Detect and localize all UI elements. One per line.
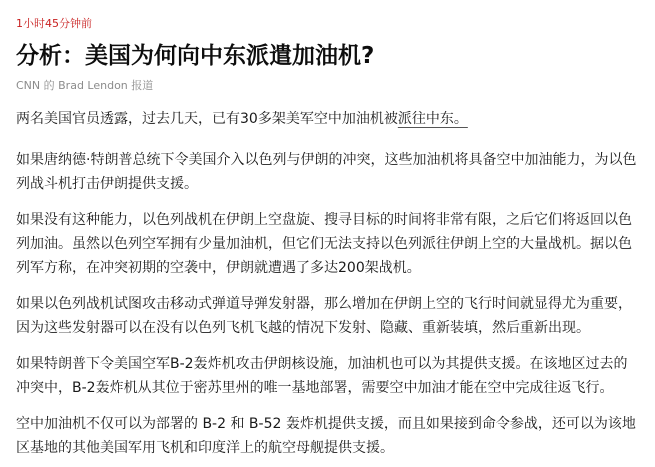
article-timestamp: 1小时45分钟前 [16,17,92,30]
article-paragraph-1 [16,107,638,131]
paragraph-1-text: 两名美国官员透露，过去几天，已有30多架美军空中加油机被 [16,111,398,127]
article-byline: CNN 的 Brad Lendon 报道 [16,79,154,92]
article-paragraph-5: 如果特朗普下令美国空军B-2轰炸机攻击伊朗核设施，加油机也可以为其提供支援。在该地区过去的冲突中，B-2轰炸机从其位于密苏里州的唯一基地部署，需要空中加油才能在空中完成往返飞行。 [16,356,628,396]
article-paragraph-6: 空中加油机不仅可以为部署的 B-2 和 B-52 轰炸机提供支援，而且如果接到命令参战，还可以为该地区基地的其他美国军用飞机和印度洋上的航空母舰提供支援。 [16,416,636,456]
article-paragraph-4: 如果以色列战机试图攻击移动式弹道导弹发射器，那么增加在伊朗上空的飞行时间就显得尤为重要，因为这些发射器可以在没有以色列飞机飞越的情况下发射、隐藏、重新装填，然后重新出现。 [16,296,632,336]
article-paragraph-3: 如果没有这种能力，以色列战机在伊朗上空盘旋、搜寻目标的时间将非常有限，之后它们将返回以色列加油。虽然以色列空军拥有少量加油机，但它们无法支持以色列派往伊朗上空的大量战机。据以色列军方称，在冲突初期的空袭中，伊朗就遭遇了多达200架战机。 [16,212,632,276]
deployed-to-middle-east-link[interactable]: 派往中东。 [397,111,468,127]
article-paragraph-2: 如果唐纳德·特朗普总统下令美国介入以色列与伊朗的冲突，这些加油机将具备空中加油能力，为以色列战斗机打击伊朗提供支援。 [16,152,637,192]
article-headline: 分析：美国为何向中东派遣加油机? [16,43,375,69]
